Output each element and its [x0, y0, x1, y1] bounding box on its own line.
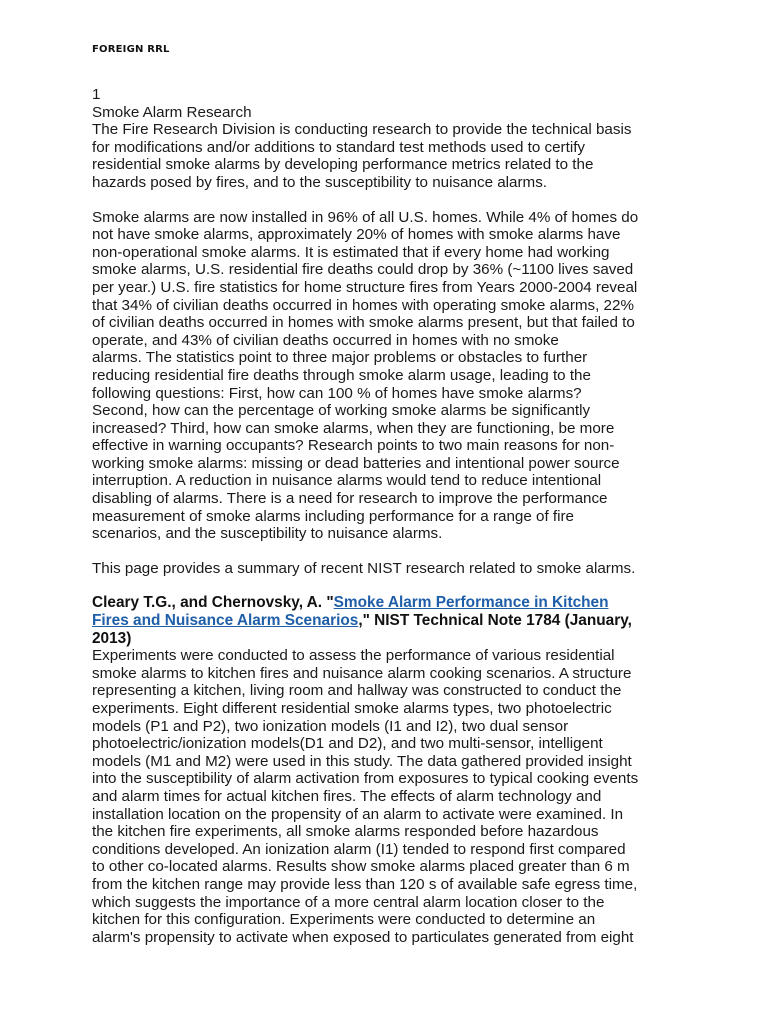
abstract-line: into the susceptibility of alarm activation from exposures to typical cooking events	[92, 770, 639, 788]
abstract-line: models (M1 and M2) were used in this study. The data gathered provided insight	[92, 752, 632, 770]
summary-text: This page provides a summary of recent NIST research related to smoke alarms.	[92, 559, 636, 577]
statistics-line: working smoke alarms: missing or dead batteries and intentional power source	[92, 454, 620, 472]
statistics-line: scenarios, and the susceptibility to nuisance alarms.	[92, 525, 443, 543]
abstract-line: alarm's propensity to activate when exposed to particulates generated from eight	[92, 928, 634, 946]
statistics-line: non-operational smoke alarms. It is estimated that if every home had working	[92, 243, 610, 261]
statistics-line: operate, and 43% of civilian deaths occurred in homes with no smoke	[92, 331, 559, 349]
section-number: 1	[92, 86, 101, 103]
summary-paragraph	[92, 560, 684, 578]
statistics-line: disabling of alarms. There is a need for research to improve the performance	[92, 490, 608, 508]
citation-year: 2013)	[92, 629, 132, 647]
statistics-paragraph	[92, 209, 684, 543]
header-label: FOREIGN RRL	[92, 44, 170, 55]
abstract-line: which suggests the importance of a more central alarm location closer to the	[92, 893, 605, 911]
abstract-line: Experiments were conducted to assess the performance of various residential	[92, 647, 615, 665]
statistics-line: effective in warning occupants? Research points to two main reasons for non-	[92, 437, 615, 455]
section-title: Smoke Alarm Research	[92, 103, 252, 121]
citation-line-1	[92, 594, 684, 612]
citation-line-2	[92, 612, 684, 630]
citation-authors: Cleary T.G., and Chernovsky, A. "	[92, 594, 334, 612]
abstract-paragraph	[92, 647, 684, 946]
section-heading	[92, 86, 684, 121]
abstract-line: installation location on the propensity of an alarm to activate were examined. In	[92, 805, 624, 823]
statistics-line: following questions: First, how can 100 % of homes have smoke alarms?	[92, 384, 582, 402]
document-body	[92, 86, 684, 946]
statistics-line: increased? Third, how can smoke alarms, when they are functioning, be more	[92, 419, 615, 437]
statistics-line: that 34% of civilian deaths occurred in homes with operating smoke alarms, 22%	[92, 296, 634, 314]
statistics-line: of civilian deaths occurred in homes with smoke alarms present, but that failed to	[92, 314, 635, 332]
abstract-line: to other co-located alarms. Results show smoke alarms placed greater than 6 m	[92, 858, 630, 876]
statistics-line: alarms. The statistics point to three major problems or obstacles to further	[92, 349, 588, 367]
abstract-line: models (P1 and P2), two ionization models (I1 and I2), two dual sensor	[92, 717, 569, 735]
abstract-line: kitchen for this configuration. Experiments were conducted to determine an	[92, 911, 596, 929]
intro-line: The Fire Research Division is conducting research to provide the technical basis	[92, 121, 632, 139]
abstract-line: experiments. Eight different residential smoke alarms types, two photoelectric	[92, 700, 612, 717]
abstract-line: smoke alarms to kitchen fires and nuisance alarm cooking scenarios. A structure	[92, 664, 632, 682]
report-title-link-part-1[interactable]: Smoke Alarm Performance in Kitchen	[333, 594, 609, 612]
intro-paragraph	[92, 121, 684, 191]
statistics-line: Smoke alarms are now installed in 96% of all U.S. homes. While 4% of homes do	[92, 208, 639, 226]
abstract-line: representing a kitchen, living room and hallway was constructed to conduct the	[92, 682, 622, 700]
citation-source: ," NIST Technical Note 1784 (January,	[358, 612, 632, 630]
statistics-line: smoke alarms, U.S. residential fire deaths could drop by 36% (~1100 lives saved	[92, 261, 634, 279]
abstract-line: the kitchen fire experiments, all smoke alarms responded before hazardous	[92, 823, 599, 841]
intro-line: hazards posed by fires, and to the susceptibility to nuisance alarms.	[92, 173, 548, 191]
statistics-line: measurement of smoke alarms including performance for a range of fire	[92, 507, 575, 525]
statistics-line: reducing residential fire deaths through smoke alarm usage, leading to the	[92, 366, 591, 384]
statistics-line: interruption. A reduction in nuisance alarms would tend to reduce intentional	[92, 472, 602, 490]
statistics-line: per year.) U.S. fire statistics for home structure fires from Years 2000-2004 reveal	[92, 278, 638, 296]
report-title-link-part-2[interactable]: Fires and Nuisance Alarm Scenarios	[92, 612, 359, 630]
abstract-line: conditions developed. An ionization alarm (I1) tended to respond first compared	[92, 840, 626, 858]
intro-line: for modifications and/or additions to standard test methods used to certify	[92, 138, 586, 156]
abstract-line: photoelectric/ionization models(D1 and D2), and two multi-sensor, intelligent	[92, 735, 603, 753]
statistics-line: Second, how can the percentage of working smoke alarms be significantly	[92, 402, 591, 420]
abstract-line: and alarm times for actual kitchen fires. The effects of alarm technology and	[92, 787, 602, 805]
abstract-line: from the kitchen range may provide less than 120 s of available safe egress time,	[92, 875, 638, 893]
intro-line: residential smoke alarms by developing performance metrics related to the	[92, 156, 594, 174]
statistics-line: not have smoke alarms, approximately 20% of homes with smoke alarms have	[92, 226, 621, 244]
citation	[92, 594, 684, 647]
